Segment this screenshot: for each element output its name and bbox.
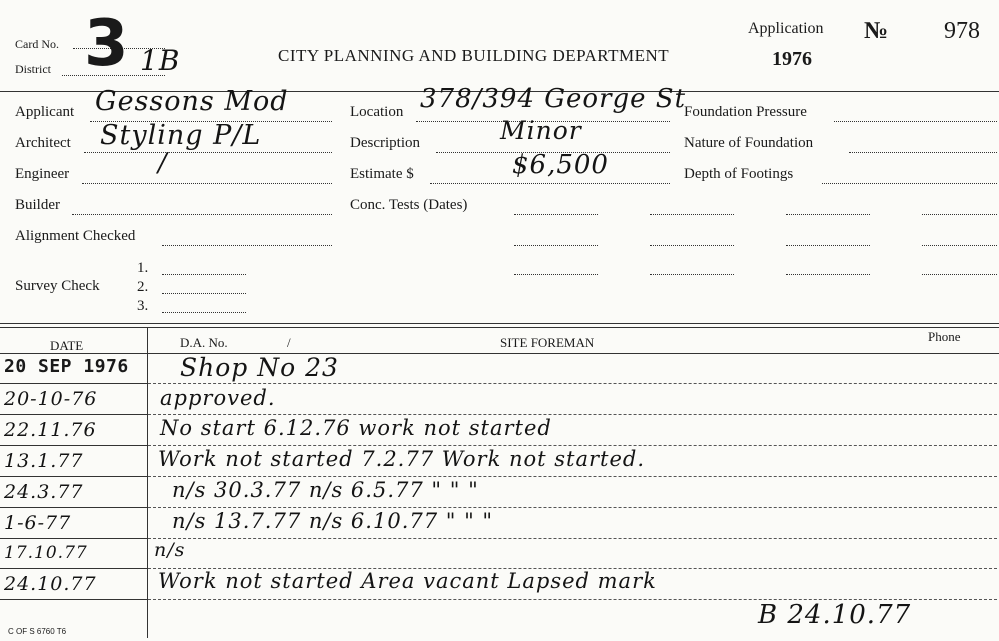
application-label: Application [748, 20, 824, 37]
conc-line-3a [514, 274, 598, 275]
location-label: Location [350, 104, 404, 120]
log-top-rule-2 [0, 327, 999, 328]
entry-rule-3 [148, 445, 997, 446]
phone-header: Phone [928, 329, 961, 344]
date-rule-1 [0, 383, 147, 384]
estimate-label: Estimate $ [350, 166, 414, 182]
entry-rule-6 [148, 538, 997, 539]
date-rule-6 [0, 538, 147, 539]
alignment-label: Alignment Checked [15, 228, 136, 244]
form-code: C OF S 6760 T6 [8, 627, 67, 636]
nature-foundation-line [849, 152, 997, 153]
applicant-value: Gessons Mod [95, 86, 289, 117]
log-entry-1: Shop No 23 [180, 353, 339, 382]
conc-line-1b [650, 214, 734, 215]
survey-line-2 [162, 293, 246, 294]
log-entry-3: No start 6.12.76 work not started [160, 416, 552, 440]
conc-line-2d [922, 245, 997, 246]
date-rule-7 [0, 568, 147, 569]
log-entry-2: approved. [160, 386, 276, 410]
builder-line [72, 214, 332, 215]
log-date-4: 13.1.77 [4, 450, 84, 472]
foreman-signature: B 24.10.77 [758, 600, 912, 630]
log-date-8: 24.10.77 [4, 573, 97, 595]
conc-line-1c [786, 214, 870, 215]
log-date-6: 1-6-77 [4, 512, 72, 534]
log-top-rule [0, 323, 999, 324]
conc-line-3c [786, 274, 870, 275]
alignment-line [162, 245, 332, 246]
entry-rule-1 [148, 383, 997, 384]
survey-line-3 [162, 312, 246, 313]
engineer-label: Engineer [15, 166, 70, 182]
district-number: 1B [140, 44, 181, 77]
log-entry-7: n/s [154, 539, 186, 561]
architect-label: Architect [15, 135, 71, 151]
log-entry-6: n/s 13.7.77 n/s 6.10.77 " " " [172, 509, 494, 533]
log-column-divider [147, 328, 148, 638]
number-sign: № [864, 18, 889, 44]
da-no-header: D.A. No. [180, 335, 228, 350]
log-date-3: 22.11.76 [4, 419, 97, 441]
conc-line-3d [922, 274, 997, 275]
entry-rule-4 [148, 476, 997, 477]
date-header: DATE [50, 338, 84, 353]
date-rule-2 [0, 414, 147, 415]
application-number: 978 [944, 18, 980, 44]
log-entry-8: Work not started Area vacant Lapsed mark [158, 569, 657, 593]
card-no-label: Card No. [15, 37, 59, 51]
estimate-value: $6,500 [512, 150, 609, 180]
log-date-7: 17.10.77 [4, 543, 88, 563]
district-label: District [15, 62, 51, 76]
location-value: 378/394 George St [420, 84, 687, 114]
application-year: 1976 [772, 48, 812, 70]
foundation-pressure-line [834, 121, 997, 122]
description-value: Minor [500, 116, 582, 145]
entry-rule-5 [148, 507, 997, 508]
engineer-line [82, 183, 332, 184]
nature-foundation-label: Nature of Foundation [684, 135, 814, 151]
conc-line-2c [786, 245, 870, 246]
site-foreman-header: SITE FOREMAN [500, 335, 595, 350]
log-header-rule [0, 353, 999, 354]
log-entry-4: Work not started 7.2.77 Work not started. [158, 447, 646, 471]
survey-number-2: 2. [137, 279, 149, 295]
date-rule-3 [0, 445, 147, 446]
conc-tests-label: Conc. Tests (Dates) [350, 197, 468, 213]
depth-footings-label: Depth of Footings [684, 166, 794, 182]
survey-line-1 [162, 274, 246, 275]
conc-line-1d [922, 214, 997, 215]
survey-number-1: 1. [137, 260, 149, 276]
conc-line-2a [514, 245, 598, 246]
builder-label: Builder [15, 197, 60, 213]
department-title: CITY PLANNING AND BUILDING DEPARTMENT [278, 46, 670, 65]
entry-rule-2 [148, 414, 997, 415]
survey-label: Survey Check [15, 278, 100, 294]
conc-line-2b [650, 245, 734, 246]
conc-line-1a [514, 214, 598, 215]
log-date-1: 20 SEP 1976 [4, 356, 129, 377]
description-label: Description [350, 135, 420, 151]
log-entry-5: n/s 30.3.77 n/s 6.5.77 " " " [172, 478, 479, 502]
architect-line [84, 152, 332, 153]
applicant-label: Applicant [15, 104, 75, 120]
log-date-2: 20-10-76 [4, 388, 98, 410]
date-rule-8 [0, 599, 147, 600]
engineer-value: / [158, 148, 168, 178]
date-rule-5 [0, 507, 147, 508]
date-rule-4 [0, 476, 147, 477]
depth-footings-line [822, 183, 997, 184]
log-date-5: 24.3.77 [4, 481, 84, 503]
da-no-slash: / [287, 335, 291, 350]
foundation-pressure-label: Foundation Pressure [684, 104, 807, 120]
card-number: 3 [84, 7, 129, 81]
conc-line-3b [650, 274, 734, 275]
architect-value: Styling P/L [100, 120, 262, 151]
survey-number-3: 3. [137, 298, 149, 314]
estimate-line [430, 183, 670, 184]
